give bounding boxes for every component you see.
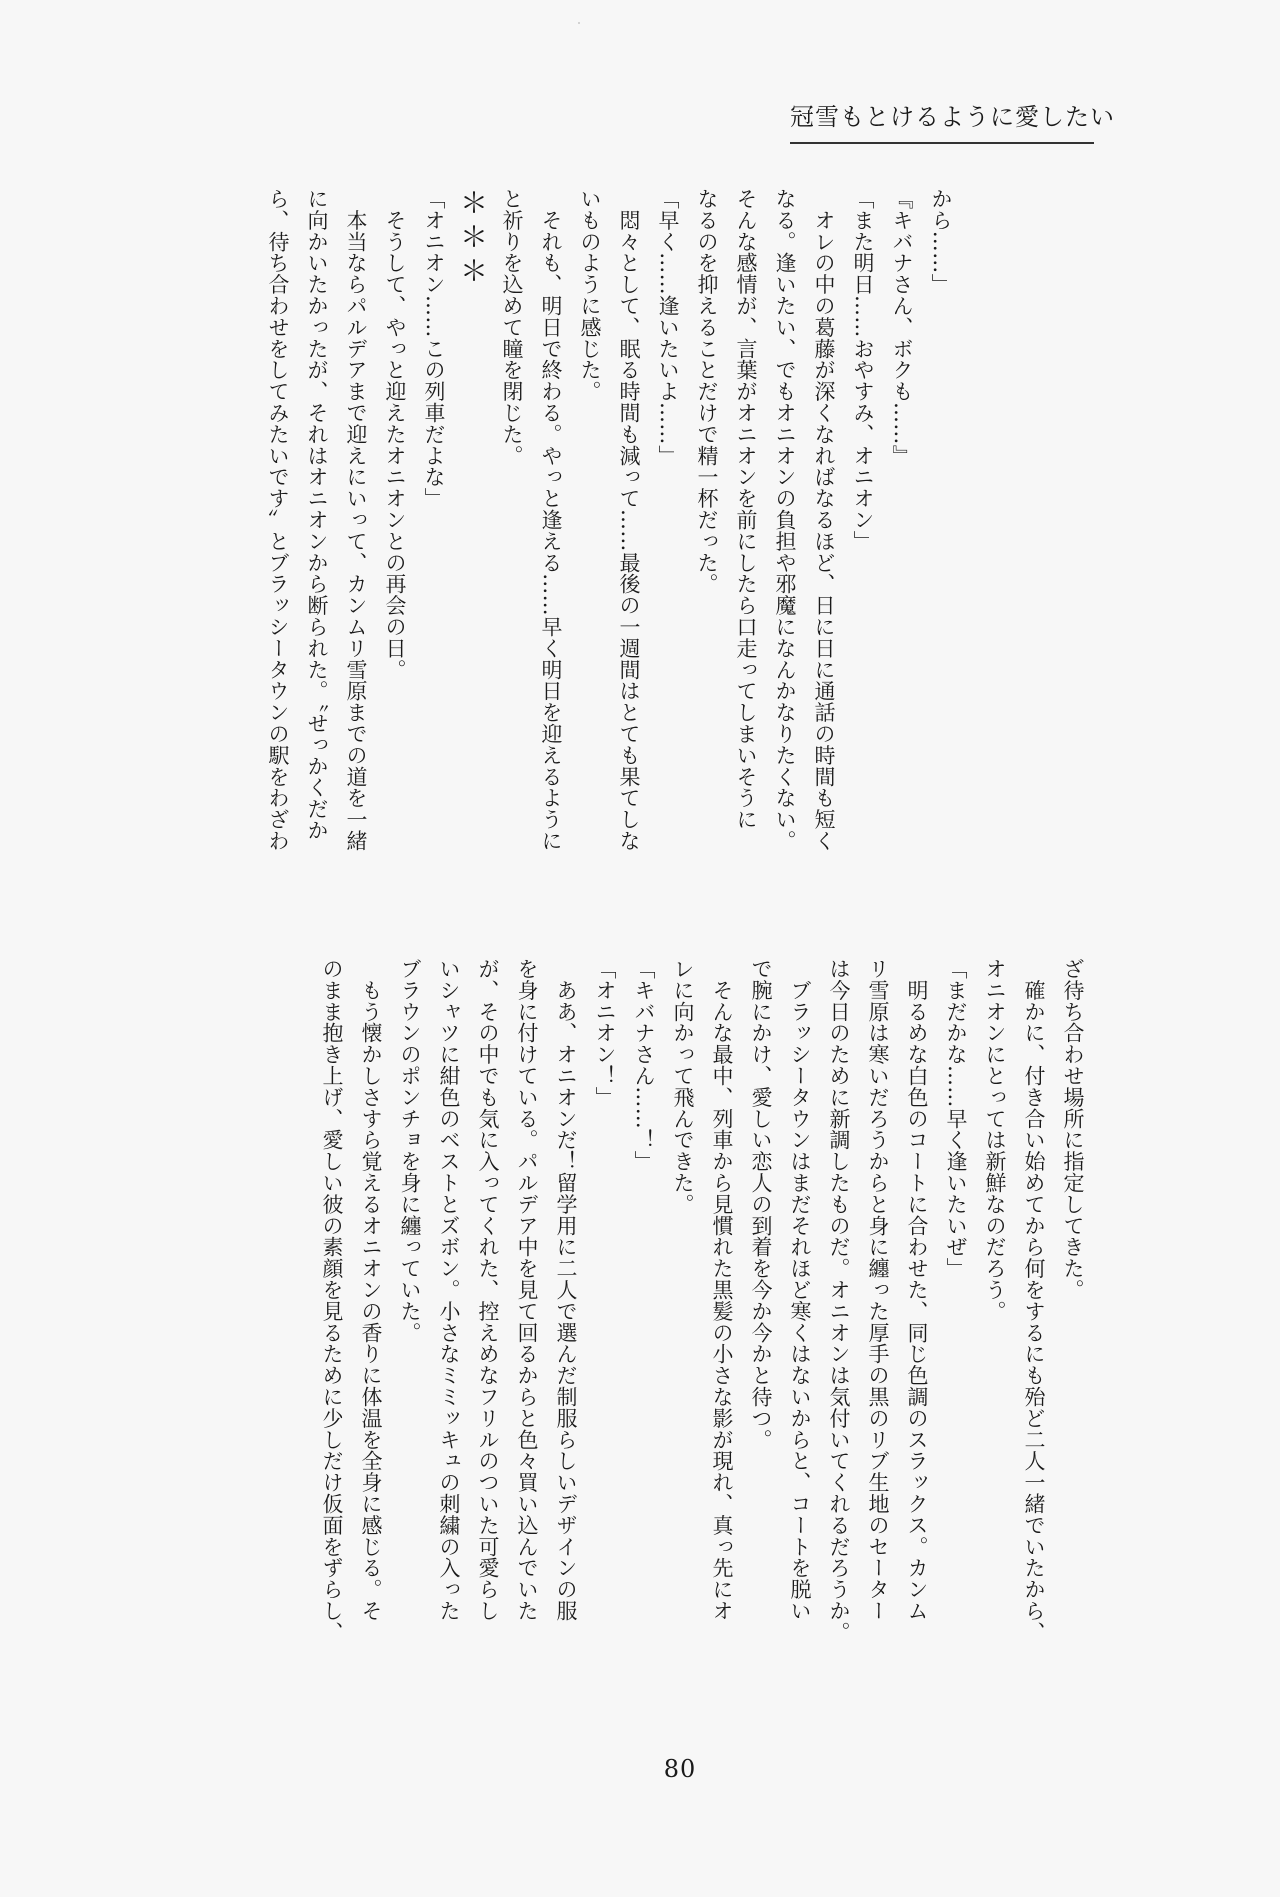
text-line: ブラウンのポンチョを身に纏っていた。 — [398, 958, 422, 1344]
text-line: を身に付けている。パルデア中を見て回るからと色々買い込んでいた — [515, 958, 539, 1622]
scan-speck — [578, 22, 580, 24]
text-line: もう懐かしさすら覚えるオニオンの香りに体温を全身に感じる。そ — [359, 958, 383, 1622]
text-line: 「まだかな……早く逢いたいぜ」 — [944, 958, 968, 1279]
text-line: なる。逢いたい、でもオニオンの負担や邪魔になんかなりたくない。 — [773, 188, 797, 852]
text-line: で腕にかけ、愛しい恋人の到着を今か今かと待つ。 — [749, 958, 773, 1451]
text-line: いシャツに紺色のベストとズボン。小さなミミッキュの刺繍の入った — [437, 958, 461, 1622]
text-line: いものように感じた。 — [578, 188, 602, 402]
text-line: そうして、やっと迎えたオニオンとの再会の日。 — [383, 188, 407, 681]
text-line: が、その中でも気に入ってくれた、控えめなフリルのついた可愛らし — [476, 958, 500, 1622]
text-line: 明るめな白色のコートに合わせた、同じ色調のスラックス。カンム — [905, 958, 929, 1622]
scene-break: ＊＊＊ — [456, 188, 489, 290]
text-line: リ雪原は寒いだろうからと身に纏った厚手の黒のリブ生地のセーター — [866, 958, 890, 1622]
text-line: オニオンにとっては新鮮なのだろう。 — [983, 958, 1007, 1322]
text-line: は今日のために新調したものだ。オニオンは気付いてくれるだろうか。 — [827, 958, 851, 1643]
text-line: に向かいたかったが、それはオニオンから断られた。〝せっかくだか — [305, 188, 329, 841]
text-line: 「早く……逢いたいよ……」 — [656, 188, 680, 467]
text-line: 「また明日……おやすみ、オニオン」 — [851, 188, 875, 552]
text-line: ざ待ち合わせ場所に指定してきた。 — [1061, 958, 1085, 1301]
text-line: ら、待ち合わせをしてみたいです〟とブラッシータウンの駅をわざわ — [266, 188, 290, 852]
running-header-title: 冠雪もとけるように愛したい — [790, 103, 1115, 131]
text-line: それも、明日で終わる。やっと逢える……早く明日を迎えるように — [539, 188, 563, 852]
text-line: オレの中の葛藤が深くなればなるほど、日に日に通話の時間も短く — [812, 188, 836, 852]
text-line: ああ、オニオンだ！留学用に二人で選んだ制服らしいデザインの服 — [554, 958, 578, 1622]
text-block-lower — [270, 958, 1092, 1718]
page-number: 80 — [663, 1755, 697, 1783]
text-line: から……」 — [929, 188, 953, 295]
text-line: 確かに、付き合い始めてから何をするにも殆ど二人一緒でいたから、 — [1022, 958, 1046, 1643]
text-line: レに向かって飛んできた。 — [671, 958, 695, 1215]
text-line: そんな最中、列車から見慣れた黒髪の小さな影が現れ、真っ先にオ — [710, 958, 734, 1622]
text-line: そんな感情が、言葉がオニオンを前にしたら口走ってしまいそうに — [734, 188, 758, 830]
running-header — [790, 100, 1115, 144]
text-line: 「オニオン！」 — [593, 958, 617, 1108]
text-line: 『キバナさん、ボクも……』 — [890, 188, 914, 467]
text-line: 本当ならパルデアまで迎えにいって、カンムリ雪原までの道を一緒 — [344, 188, 368, 852]
text-line: なるのを抑えることだけで精一杯だった。 — [695, 188, 719, 595]
text-line: と祈りを込めて瞳を閉じた。 — [500, 188, 524, 467]
text-block-upper — [266, 188, 960, 930]
text-line: のまま抱き上げ、愛しい彼の素顔を見るために少しだけ仮面をずらし、 — [320, 958, 344, 1643]
text-line: 「キバナさん……！」 — [632, 958, 656, 1172]
text-line: ブラッシータウンはまだそれほど寒くはないからと、コートを脱い — [788, 958, 812, 1622]
text-line: 「オニオン……この列車だよな」 — [422, 188, 446, 509]
text-line: 悶々として、眠る時間も減って……最後の一週間はとても果てしな — [617, 188, 641, 852]
